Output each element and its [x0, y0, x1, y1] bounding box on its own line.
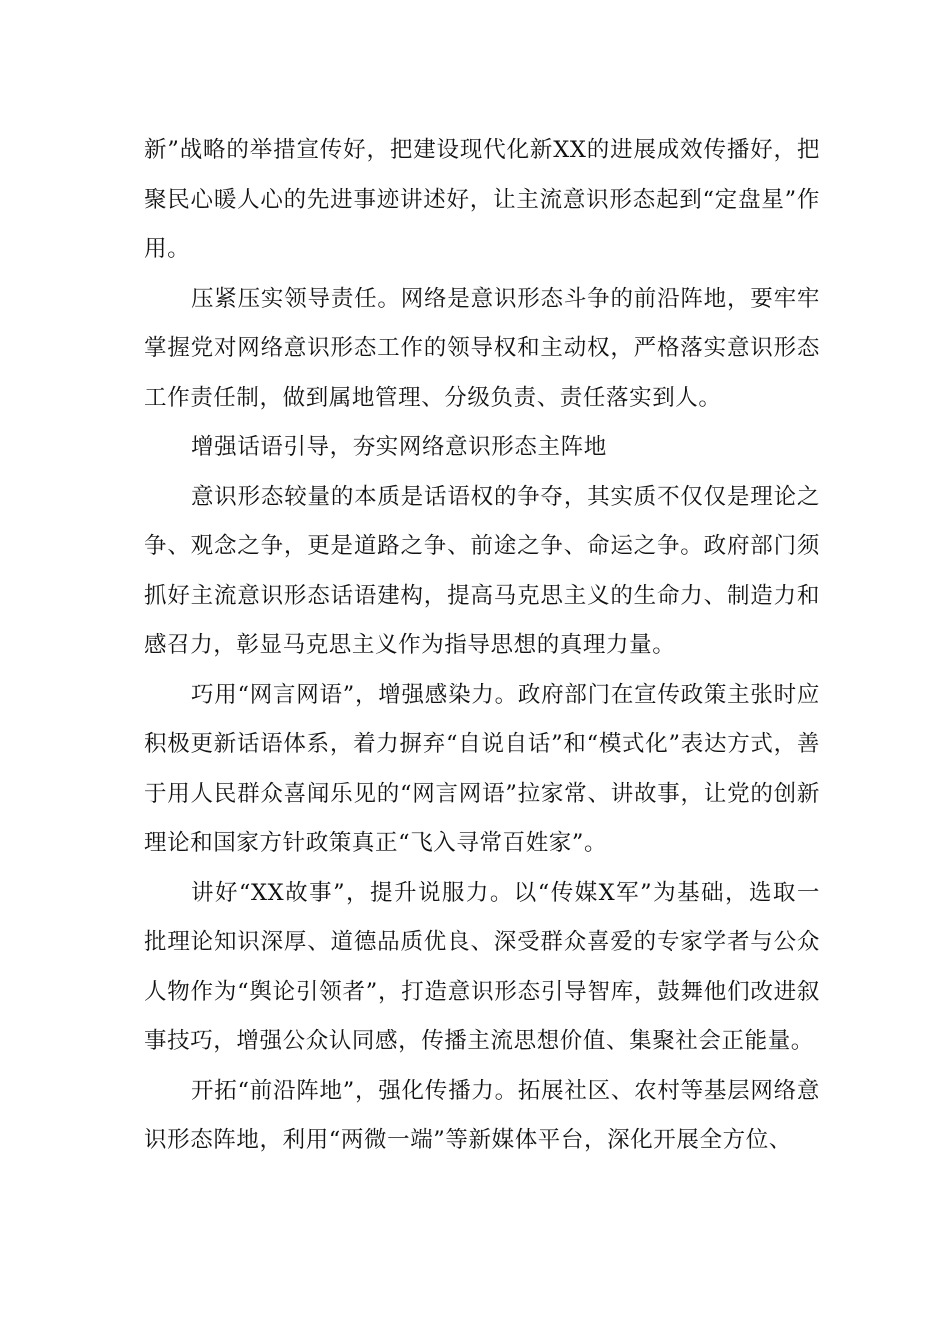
document-body — [144, 126, 820, 1166]
section-heading: 增强话语引导，夯实网络意识形态主阵地 — [191, 434, 607, 460]
paragraph-xx-stories: 讲好“XX故事”，提升说服力。以“传媒X军”为基础，选取一批理论知识深厚、道德品质优良、深受群众喜爱的专家学者与公众人物作为“舆论引领者”，打造意识形态引导智库，鼓舞他们改进叙事技巧，增强公众认同感，传播主流思想价值、集聚社会正能量。 — [144, 879, 820, 1054]
paragraph-discourse-power: 意识形态较量的本质是话语权的争夺，其实质不仅仅是理论之争、观念之争，更是道路之争、前途之争、命运之争。政府部门须抓好主流意识形态话语建构，提高马克思主义的生命力、制造力和感召力，彰显马克思主义作为指导思想的真理力量。 — [144, 483, 820, 658]
paragraph-frontier-positions: 开拓“前沿阵地”，强化传播力。拓展社区、农村等基层网络意识形态阵地，利用“两微一端”等新媒体平台，深化开展全方位、 — [144, 1077, 820, 1153]
paragraph-leadership-responsibility: 压紧压实领导责任。网络是意识形态斗争的前沿阵地，要牢牢掌握党对网络意识形态工作的领导权和主动权，严格落实意识形态工作责任制，做到属地管理、分级负责、责任落实到人。 — [144, 285, 820, 411]
paragraph-continuation: 新”战略的举措宣传好，把建设现代化新XX的进展成效传播好，把聚民心暖人心的先进事迹讲述好，让主流意识形态起到“定盘星”作用。 — [144, 137, 820, 262]
paragraph-internet-language: 巧用“网言网语”，增强感染力。政府部门在宣传政策主张时应积极更新话语体系，着力摒弃“自说自话”和“模式化”表达方式，善于用人民群众喜闻乐见的“网言网语”拉家常、讲故事，让党的创新理论和国家方针政策真正“飞入寻常百姓家”。 — [144, 681, 820, 856]
